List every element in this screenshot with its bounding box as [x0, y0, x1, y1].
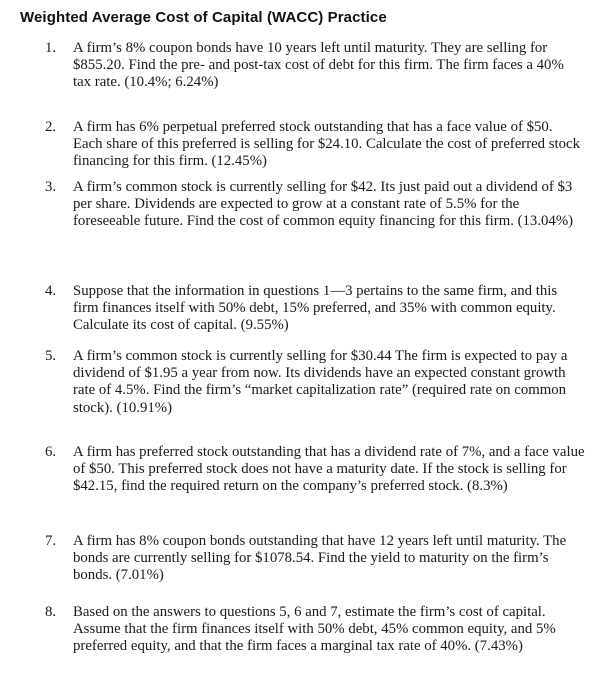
question-number: 5.	[45, 348, 57, 364]
question-item	[45, 348, 585, 417]
question-text: A firm’s common stock is currently selling for $42. Its just paid out a dividend of $3 per share. Dividends are expected to grow at a constant rate of 5.5% for the foreseeable future. Find the cost of common equity financing for this firm. (13.04%)	[73, 179, 574, 230]
question-item	[45, 604, 585, 656]
question-item	[45, 283, 585, 335]
question-item	[45, 179, 585, 231]
question-item	[45, 119, 585, 171]
question-number: 6.	[45, 444, 57, 460]
question-item	[45, 444, 585, 496]
question-number: 1.	[45, 40, 57, 56]
question-number: 3.	[45, 179, 57, 195]
document-title: Weighted Average Cost of Capital (WACC) Practice	[20, 9, 387, 26]
question-text: A firm has preferred stock outstanding that has a dividend rate of 7%, and a face value of $50. This preferred stock does not have a maturity date. If the stock is selling for $42.15, find the required return on the company’s preferred stock. (8.3%)	[73, 444, 585, 495]
question-text: A firm has 8% coupon bonds outstanding that have 12 years left until maturity. The bonds are currently selling for $1078.54. Find the yield to maturity on the firm’s bonds. (7.01%)	[73, 533, 567, 584]
question-text: A firm’s 8% coupon bonds have 10 years left until maturity. They are selling for $855.20. Find the pre- and post-tax cost of debt for this firm. The firm faces a 40% tax rate. (10.4%; 6.24%)	[73, 40, 564, 91]
question-text: A firm’s common stock is currently selling for $30.44 The firm is expected to pay a dividend of $1.95 a year from now. Its dividends have an expected constant growth rate of 4.5%. Find the firm’s “market capitalization rate” (required rate on common stock). (10.91%)	[73, 348, 568, 416]
question-text: Suppose that the information in questions 1—3 pertains to the same firm, and this firm finances itself with 50% debt, 15% preferred, and 35% with common equity. Calculate its cost of capital. (9.55%)	[73, 283, 558, 334]
question-number: 8.	[45, 604, 57, 620]
question-number: 4.	[45, 283, 57, 299]
question-text: A firm has 6% perpetual preferred stock outstanding that has a face value of $50. Each share of this preferred is selling for $24.10. Calculate the cost of preferred stock financing for this firm. (12.45%)	[73, 119, 581, 170]
question-item	[45, 533, 585, 585]
question-number: 7.	[45, 533, 57, 549]
question-item	[45, 40, 585, 92]
question-number: 2.	[45, 119, 57, 135]
question-text: Based on the answers to questions 5, 6 and 7, estimate the firm’s cost of capital. Assume that the firm finances itself with 50% debt, 45% common equity, and 5% preferred equity, and that the firm faces a marginal tax rate of 40%. (7.43%)	[73, 604, 556, 655]
